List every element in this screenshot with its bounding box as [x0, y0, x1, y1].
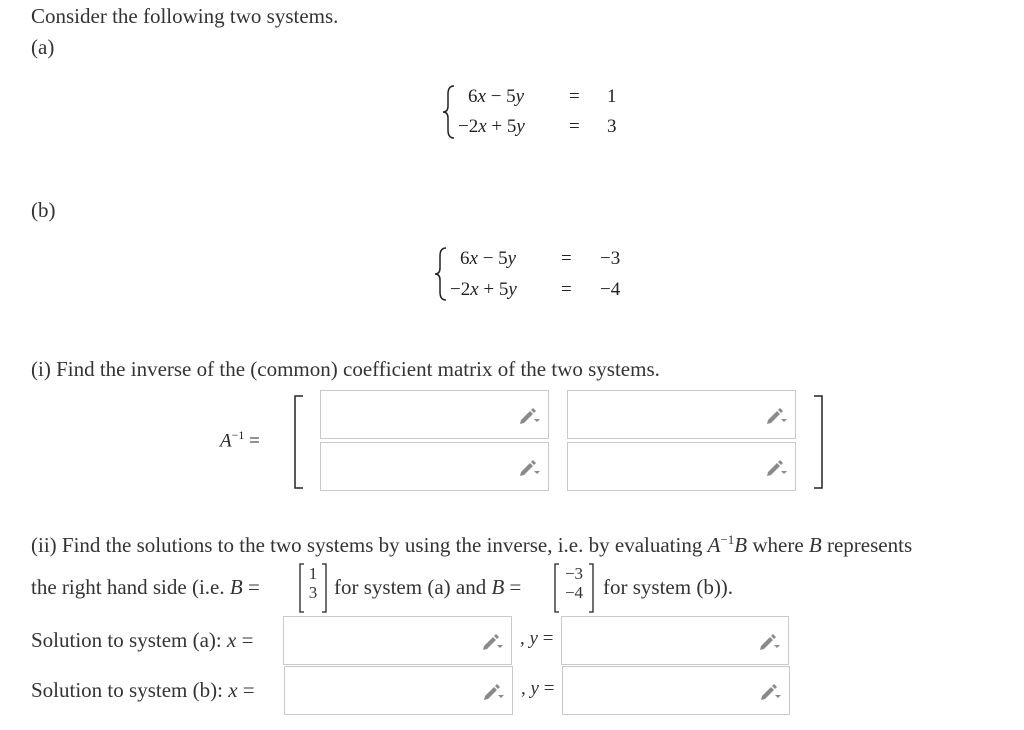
- coef: −2: [458, 116, 479, 137]
- solution-b-label: [31, 678, 255, 703]
- intro-text: Consider the following two systems.: [31, 4, 339, 28]
- pencil-icon[interactable]: [765, 405, 787, 425]
- pencil-icon[interactable]: [759, 681, 781, 701]
- solution-b-y-label: [521, 678, 554, 700]
- pencil-icon[interactable]: [518, 405, 540, 425]
- var: x: [470, 279, 479, 300]
- text: Solution to system (b):: [31, 678, 229, 702]
- var-y: y: [529, 628, 538, 649]
- vector-entry: −3: [564, 564, 584, 583]
- var-x: x: [227, 628, 237, 652]
- vector-entry: −4: [564, 583, 584, 602]
- var: x: [478, 116, 487, 137]
- var: y: [515, 86, 525, 107]
- coef: 5: [498, 279, 509, 300]
- system-b-eq1: [460, 248, 516, 270]
- vector-entry: 1: [308, 564, 318, 583]
- matrix-input-r2c2[interactable]: [567, 442, 796, 491]
- op: +: [486, 116, 507, 137]
- op: +: [478, 279, 499, 300]
- separator: ,: [521, 678, 531, 699]
- equals: =: [237, 678, 255, 702]
- inverse-label: [220, 428, 260, 452]
- matrix-b: B: [491, 575, 505, 599]
- coef: 6: [460, 248, 470, 269]
- matrix-input-r1c2[interactable]: [567, 390, 796, 439]
- left-bracket: [293, 395, 305, 489]
- right-bracket: [812, 395, 824, 489]
- brace-b: [432, 246, 450, 302]
- var-x: x: [228, 678, 238, 702]
- var: x: [469, 248, 478, 269]
- solution-a-y-input[interactable]: [561, 616, 789, 665]
- separator: ,: [520, 628, 530, 649]
- coef: 5: [506, 86, 516, 107]
- system-a-eq1-equals: =: [569, 86, 580, 107]
- text: Solution to system (a):: [31, 628, 227, 652]
- question-ii-line2-end: for system (b)).: [603, 575, 734, 599]
- text: represents: [821, 533, 913, 557]
- brace-a: [440, 84, 458, 140]
- solution-a-y-label: [520, 628, 553, 650]
- matrix-a: A: [220, 430, 232, 452]
- solution-a-x-input[interactable]: [283, 616, 512, 665]
- system-a-eq2-equals: =: [569, 116, 580, 137]
- system-a-eq1-rhs: 1: [607, 86, 617, 107]
- coef: 6: [468, 86, 478, 107]
- matrix-input-r1c1[interactable]: [320, 390, 549, 439]
- solution-b-y-input[interactable]: [562, 666, 790, 715]
- var: y: [507, 248, 517, 269]
- var: y: [516, 116, 525, 137]
- text: where: [747, 533, 809, 557]
- var: y: [508, 279, 517, 300]
- question-ii-line2-mid: [334, 575, 521, 600]
- var-y: y: [530, 678, 539, 699]
- equals: =: [244, 430, 260, 452]
- coef: −2: [450, 279, 471, 300]
- matrix-b: B: [229, 575, 243, 599]
- system-a-eq2: [458, 116, 525, 138]
- equals: =: [236, 628, 254, 652]
- op: −: [477, 248, 499, 269]
- text: (ii) Find the solutions to the two systems by using the inverse, i.e. by evaluating: [31, 533, 708, 557]
- text: the right hand side (i.e.: [31, 575, 230, 599]
- vector-a: [302, 564, 324, 602]
- question-i: (i) Find the inverse of the (common) coefficient matrix of the two systems.: [31, 357, 660, 381]
- vector-b: [557, 564, 591, 602]
- vector-entry: 3: [308, 583, 318, 602]
- system-b-eq2: [450, 279, 517, 301]
- matrix-a: A: [707, 533, 721, 557]
- question-ii-line1: [31, 532, 912, 558]
- system-a-eq1: [468, 86, 524, 108]
- equals: =: [538, 678, 555, 699]
- equals: =: [504, 575, 522, 599]
- matrix-b: B: [734, 533, 748, 557]
- pencil-icon[interactable]: [482, 681, 504, 701]
- pencil-icon[interactable]: [481, 631, 503, 651]
- system-b-eq2-equals: =: [561, 279, 572, 300]
- pencil-icon[interactable]: [765, 457, 787, 477]
- question-ii-line2-start: [31, 575, 260, 600]
- part-b-label: (b): [31, 198, 56, 222]
- coef: 5: [498, 248, 508, 269]
- system-b-eq2-rhs: −4: [600, 279, 621, 300]
- var: x: [477, 86, 486, 107]
- op: −: [485, 86, 507, 107]
- superscript: −1: [231, 428, 245, 442]
- solution-a-label: [31, 628, 253, 653]
- matrix-b: B: [808, 533, 822, 557]
- system-a-eq2-rhs: 3: [607, 116, 617, 137]
- superscript: −1: [720, 532, 735, 547]
- pencil-icon[interactable]: [518, 457, 540, 477]
- system-b-eq1-equals: =: [561, 248, 572, 269]
- system-b-eq1-rhs: −3: [600, 248, 621, 269]
- part-a-label: (a): [31, 35, 55, 59]
- coef: 5: [506, 116, 517, 137]
- equals: =: [537, 628, 554, 649]
- equals: =: [242, 575, 260, 599]
- matrix-input-r2c1[interactable]: [320, 442, 549, 491]
- text: for system (a) and: [334, 575, 492, 599]
- pencil-icon[interactable]: [758, 631, 780, 651]
- solution-b-x-input[interactable]: [284, 666, 513, 715]
